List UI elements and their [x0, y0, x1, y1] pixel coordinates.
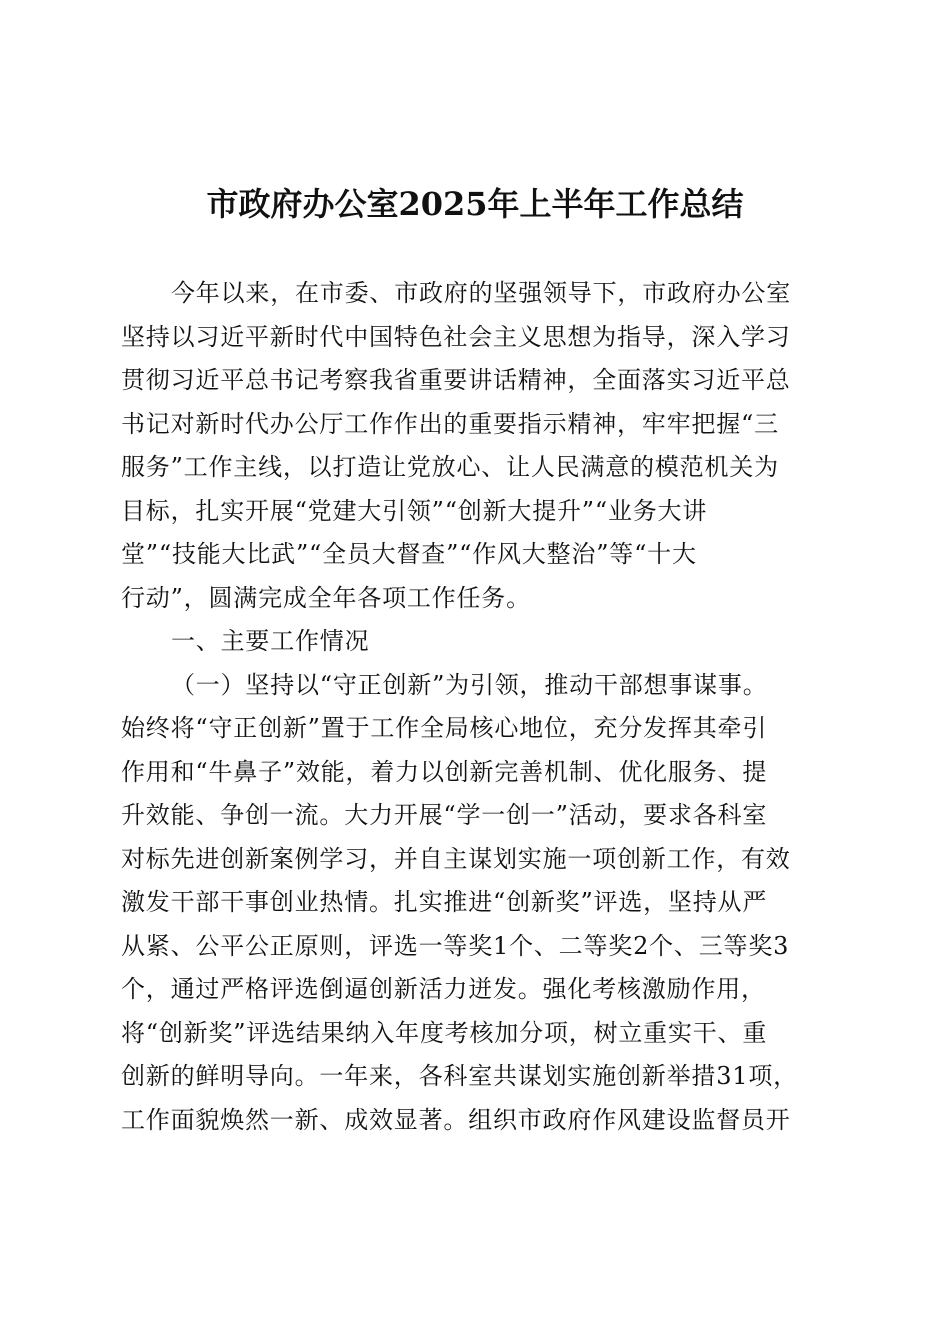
paragraph-line: 贯彻习近平总书记考察我省重要讲话精神，全面落实习近平总 — [121, 366, 791, 394]
paragraph-line: 今年以来，在市委、市政府的坚强领导下，市政府办公室 — [171, 279, 791, 307]
paragraph-line: 升效能、争创一流。大力开展“学一创一”活动，要求各科室 — [121, 801, 768, 829]
paragraph-line: 对标先进创新案例学习，并自主谋划实施一项创新工作，有效 — [121, 844, 791, 873]
paragraph-line: 服务”工作主线，以打造让党放心、让人民满意的模范机关为 — [121, 453, 779, 481]
section-heading: 一、主要工作情况 — [171, 627, 370, 655]
paragraph-line: 作用和“牛鼻子”效能，着力以创新完善机制、优化服务、提 — [121, 757, 768, 786]
paragraph-line: 始终将“守正创新”置于工作全局核心地位，充分发挥其牵引 — [121, 714, 768, 742]
paragraph-line: 坚持以习近平新时代中国特色社会主义思想为指导，深入学习 — [121, 322, 791, 351]
paragraph-line: 行动”，圆满完成全年各项工作任务。 — [121, 583, 531, 612]
paragraph-line: 将“创新奖”评选结果纳入年度考核加分项，树立重实干、重 — [121, 1018, 768, 1047]
paragraph-line: 创新的鲜明导向。一年来，各科室共谋划实施创新举措31项， — [121, 1062, 798, 1090]
paragraph-line: 书记对新时代办公厅工作作出的重要指示精神，牢牢把握“三 — [121, 409, 779, 438]
document-body — [121, 272, 825, 1142]
subsection-heading-line: （一）坚持以“守正创新”为引领，推动干部想事谋事。 — [171, 670, 768, 699]
paragraph-line: 激发干部干事创业热情。扎实推进“创新奖”评选，坚持从严 — [121, 888, 768, 916]
paragraph-line: 堂”“技能大比武”“全员大督查”“作风大整治”等“十大 — [121, 540, 697, 568]
document-title: 市政府办公室2025年上半年工作总结 — [206, 185, 744, 223]
paragraph-line: 个，通过严格评选倒逼创新活力迸发。强化考核激励作用， — [121, 975, 766, 1003]
paragraph-line: 从紧、公平公正原则，评选一等奖1个、二等奖2个、三等奖3 — [121, 931, 790, 960]
paragraph-line: 工作面貌焕然一新、成效显著。组织市政府作风建设监督员开 — [121, 1105, 791, 1134]
paragraph-line: 目标，扎实开展“党建大引领”“创新大提升”“业务大讲 — [121, 496, 708, 525]
